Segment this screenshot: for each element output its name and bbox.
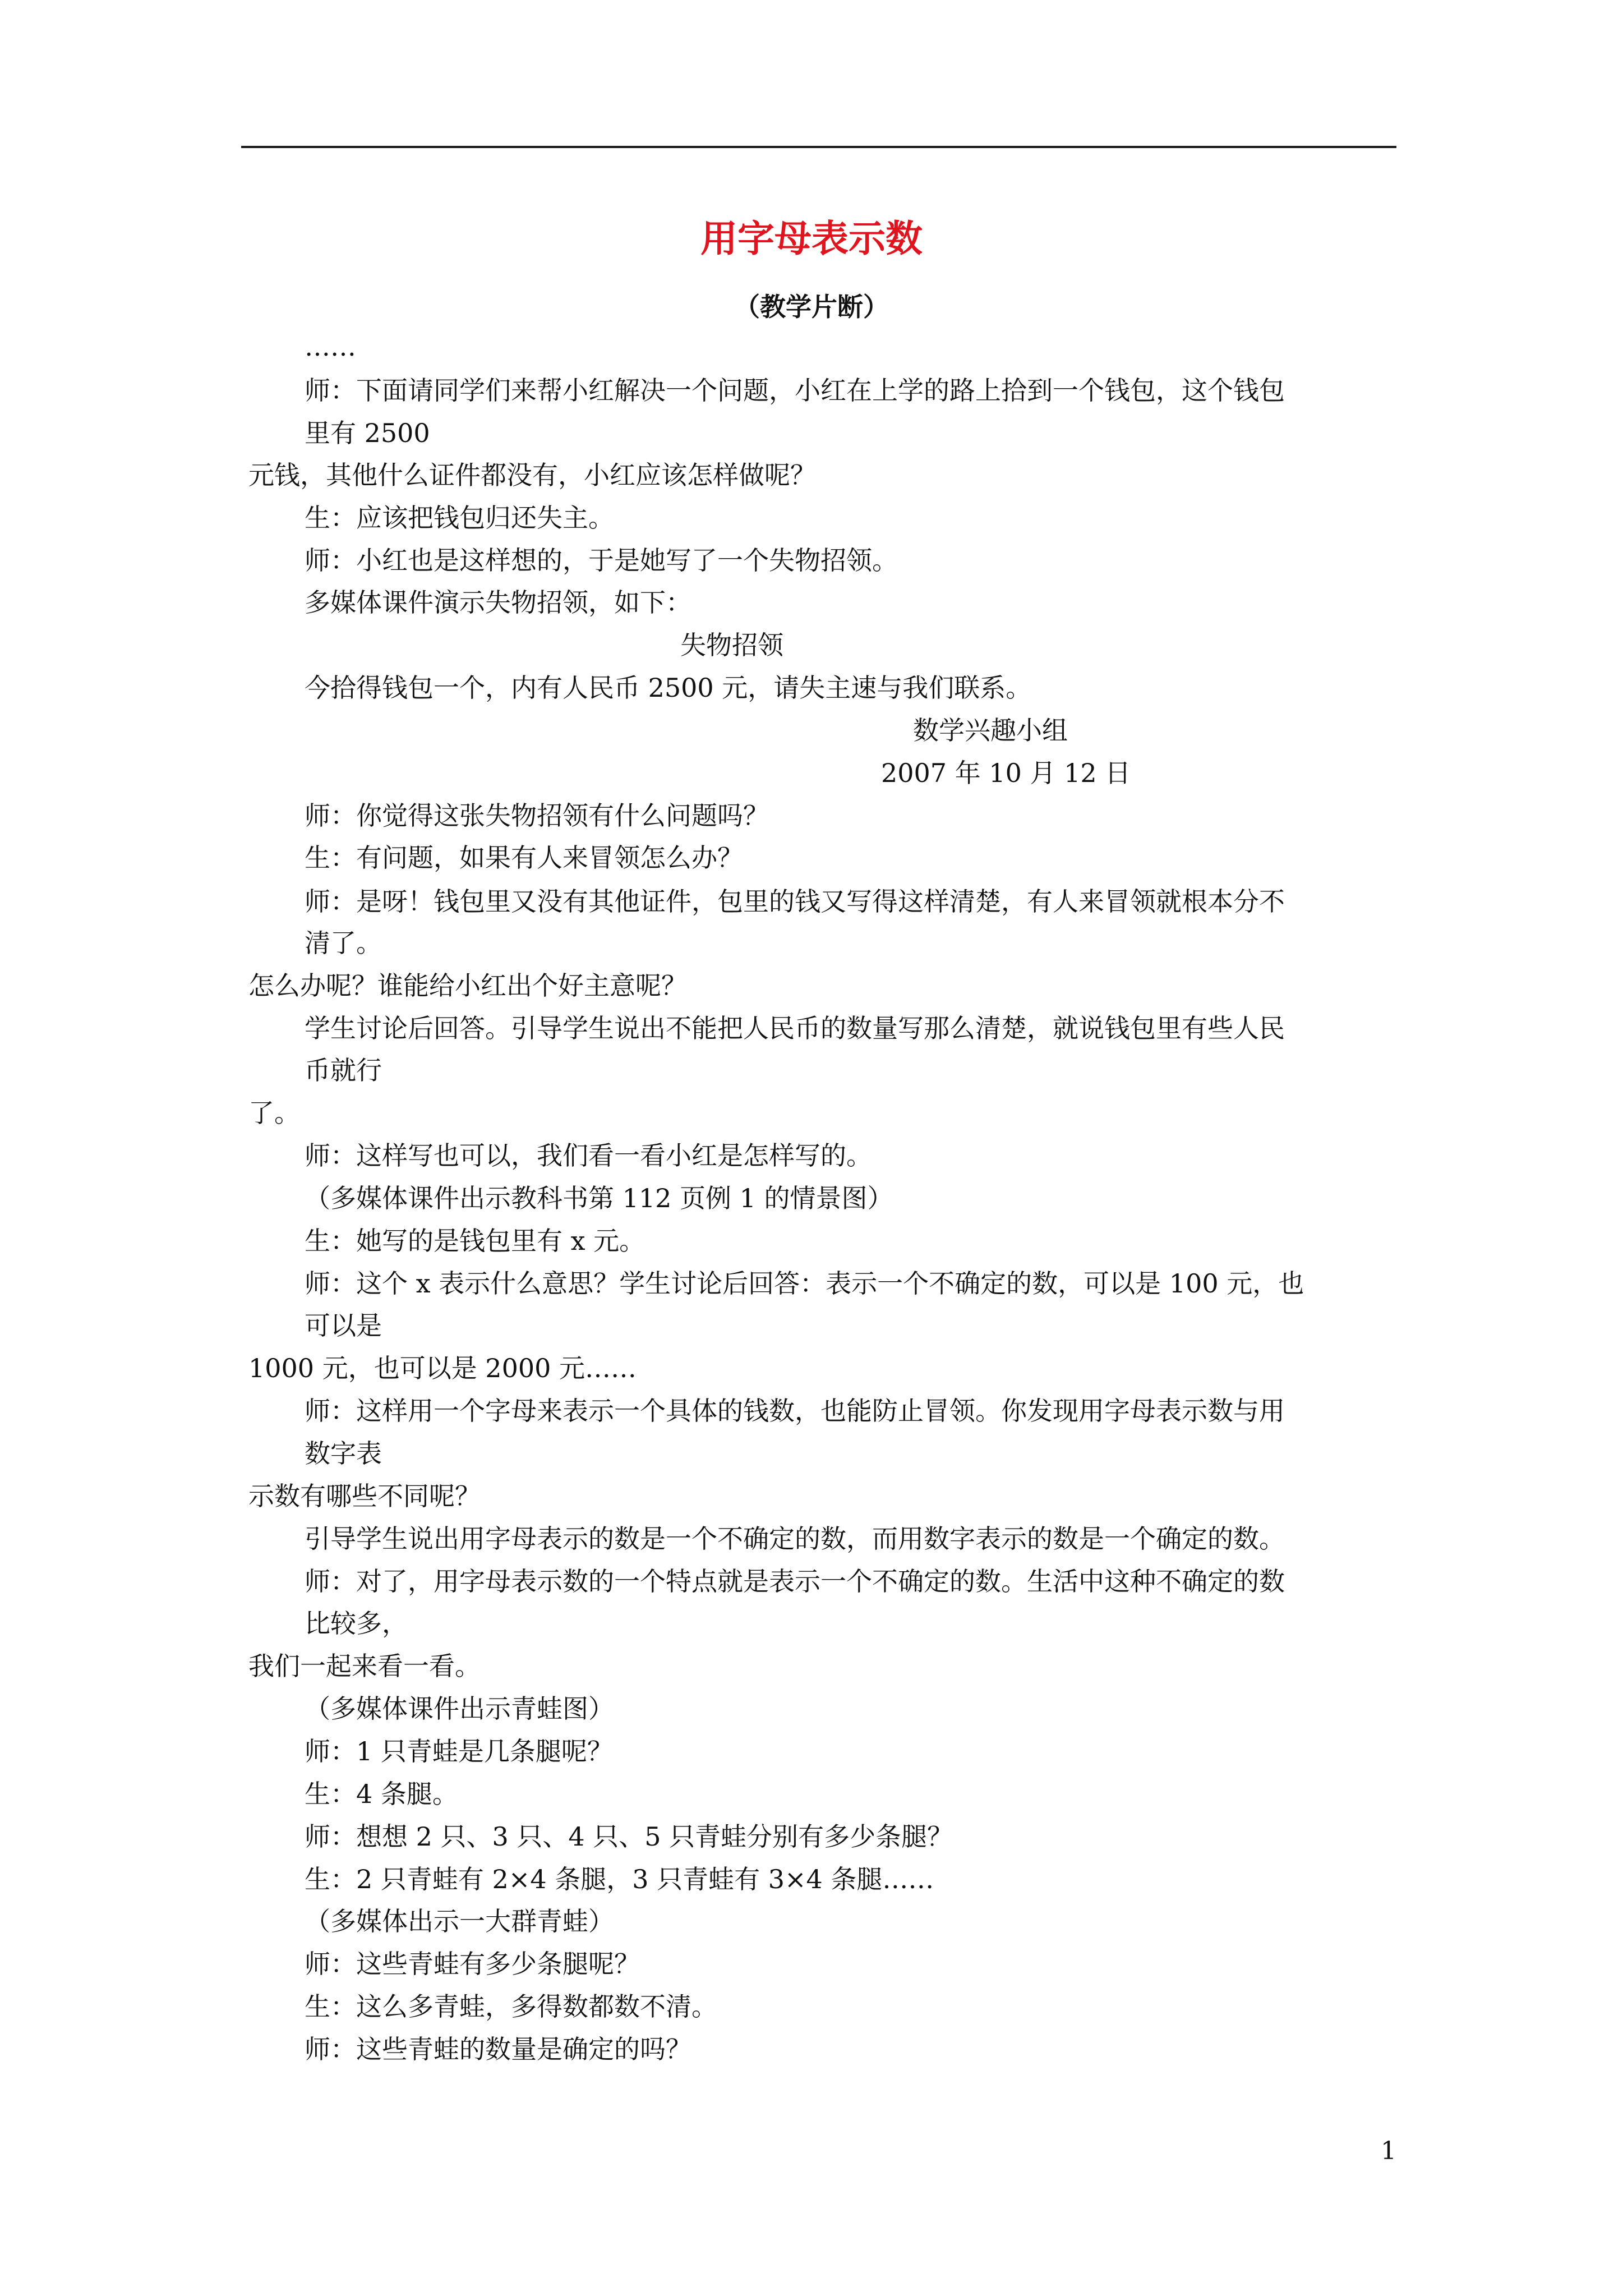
- text-line: 币就行: [305, 1055, 382, 1085]
- text-line: 师：这样用一个字母来表示一个具体的钱数，也能防止冒领。你发现用字母表示数与用: [305, 1396, 1285, 1426]
- text-line: 数字表: [305, 1438, 382, 1469]
- notice-date: 2007 年 10 月 12 日: [881, 758, 1131, 788]
- text-line: 学生讨论后回答。引导学生说出不能把人民币的数量写那么清楚，就说钱包里有些人民: [305, 1013, 1285, 1043]
- text-line: 师：下面请同学们来帮小红解决一个问题，小红在上学的路上拾到一个钱包，这个钱包: [305, 375, 1285, 406]
- text-line: 师：对了，用字母表示数的一个特点就是表示一个不确定的数。生活中这种不确定的数: [305, 1566, 1285, 1596]
- text-line: 师：想想 2 只、3 只、4 只、5 只青蛙分别有多少条腿？: [305, 1821, 953, 1852]
- text-line: 师：这些青蛙的数量是确定的吗？: [305, 2034, 691, 2064]
- text-line: 多媒体课件演示失物招领，如下：: [305, 587, 691, 618]
- page-number: 1: [1381, 2137, 1396, 2165]
- text-line: ……: [305, 332, 356, 362]
- text-line: 怎么办呢？谁能给小红出个好主意呢？: [248, 970, 687, 1001]
- text-line: 生：有问题，如果有人来冒领怎么办？: [305, 843, 743, 873]
- text-line: （多媒体出示一大群青蛙）: [305, 1906, 614, 1936]
- text-line: 师：你觉得这张失物招领有什么问题吗？: [305, 800, 769, 831]
- text-line: （多媒体课件出示青蛙图）: [305, 1694, 614, 1724]
- text-line: 可以是: [305, 1310, 382, 1341]
- text-line: 师：1 只青蛙是几条腿呢？: [305, 1736, 613, 1766]
- text-line: 元钱，其他什么证件都没有，小红应该怎样做呢？: [248, 460, 816, 490]
- text-line: 师：这些青蛙有多少条腿呢？: [305, 1949, 640, 1979]
- text-line: 生：她写的是钱包里有 x 元。: [305, 1226, 645, 1256]
- text-line: 生：应该把钱包归还失主。: [305, 503, 614, 533]
- text-line: 生：2 只青蛙有 2×4 条腿，3 只青蛙有 3×4 条腿……: [305, 1864, 934, 1894]
- text-line: 示数有哪些不同呢？: [248, 1481, 481, 1511]
- text-line: 生：4 条腿。: [305, 1779, 458, 1809]
- page-subtitle: （教学片断）: [734, 292, 889, 322]
- header-rule: [241, 146, 1396, 148]
- text-line: 我们一起来看一看。: [248, 1651, 481, 1681]
- text-line: 师：是呀！钱包里又没有其他证件，包里的钱又写得这样清楚，有人来冒领就根本分不: [305, 886, 1285, 917]
- text-line: 生：这么多青蛙，多得数都数不清。: [305, 1991, 717, 2022]
- text-line: （多媒体课件出示教科书第 112 页例 1 的情景图）: [305, 1183, 893, 1213]
- text-line: 比较多，: [305, 1608, 408, 1639]
- text-line: 引导学生说出用字母表示的数是一个不确定的数，而用数字表示的数是一个确定的数。: [305, 1524, 1285, 1554]
- text-line: 里有 2500: [305, 418, 430, 448]
- page-title: 用字母表示数: [700, 217, 923, 260]
- text-line: 师：这样写也可以，我们看一看小红是怎样写的。: [305, 1140, 872, 1171]
- notice-heading: 失物招领: [680, 630, 783, 660]
- text-line: 师：小红也是这样想的，于是她写了一个失物招领。: [305, 545, 898, 576]
- notice-signature: 数学兴趣小组: [913, 715, 1068, 746]
- text-line: 今拾得钱包一个，内有人民币 2500 元，请失主速与我们联系。: [305, 673, 1032, 703]
- text-line: 1000 元，也可以是 2000 元……: [248, 1353, 637, 1383]
- text-line: 了。: [248, 1098, 300, 1128]
- text-line: 清了。: [305, 928, 382, 958]
- text-line: 师：这个 x 表示什么意思？学生讨论后回答：表示一个不确定的数，可以是 100 元，也: [305, 1268, 1304, 1299]
